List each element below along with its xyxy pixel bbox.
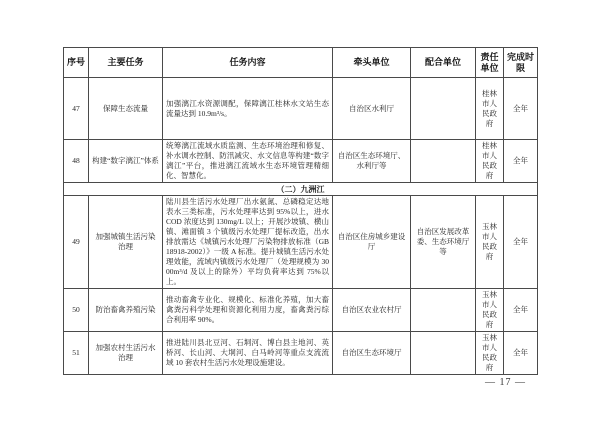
col-header-task-content: 任务内容 xyxy=(163,48,333,78)
col-header-deadline: 完成时限 xyxy=(504,48,538,78)
table-header-row xyxy=(64,48,538,78)
table-row-50 xyxy=(64,289,538,332)
cell-coop-unit xyxy=(411,289,476,332)
cell-serial: 47 xyxy=(64,78,89,140)
cell-main-task: 构建“数字漓江”体系 xyxy=(89,140,163,183)
cell-serial: 49 xyxy=(64,196,89,289)
cell-resp-unit: 玉林市人民政府 xyxy=(476,289,504,332)
cell-deadline: 全年 xyxy=(504,140,538,183)
cell-resp-unit: 玉林市人民政府 xyxy=(476,196,504,289)
cell-main-task: 保障生态流量 xyxy=(89,78,163,140)
col-header-lead-unit: 牵头单位 xyxy=(333,48,411,78)
cell-main-task: 加强城镇生活污染治理 xyxy=(89,196,163,289)
cell-coop-unit xyxy=(411,78,476,140)
table-row-51 xyxy=(64,332,538,375)
cell-lead-unit: 自治区生态环境厅 xyxy=(333,332,411,375)
cell-lead-unit: 自治区生态环境厅、水利厅等 xyxy=(333,140,411,183)
cell-coop-unit xyxy=(411,332,476,375)
col-header-serial: 序号 xyxy=(64,48,89,78)
cell-task-content: 加强漓江水资源调配，保障漓江桂林水文站生态流量达到 10.9m³/s。 xyxy=(163,78,333,140)
cell-serial: 50 xyxy=(64,289,89,332)
cell-lead-unit: 自治区水利厅 xyxy=(333,78,411,140)
cell-task-content: 陆川县生活污水处理厂出水氨氮、总磷稳定达地表水三类标准，污水处理率达到 95%以上，进水 COD 浓度达到 130mg/L 以上；开展沙坡镇、横山镇、滩面镇 3 个镇级污水处理厂提标改造，出水排放需达《城镇污水处理厂污染物排放标准（GB18918-2002）》一级 A 标准。提升城镇生活污水处理效能，流域内镇级污水处理厂（处理规模为 3000m³/d 及以上的除外）平均负荷率达到 75%以上。 xyxy=(163,196,333,289)
cell-coop-unit: 自治区发展改革委、生态环境厅等 xyxy=(411,196,476,289)
cell-lead-unit: 自治区住房城乡建设厅 xyxy=(333,196,411,289)
cell-deadline: 全年 xyxy=(504,332,538,375)
cell-lead-unit: 自治区农业农村厅 xyxy=(333,289,411,332)
cell-resp-unit: 桂林市人民政府 xyxy=(476,78,504,140)
cell-task-content: 推动畜禽专业化、规模化、标准化养殖，加大畜禽粪污科学处理和资源化利用力度，畜禽粪污综合利用率 90%。 xyxy=(163,289,333,332)
cell-deadline: 全年 xyxy=(504,289,538,332)
cell-serial: 51 xyxy=(64,332,89,375)
cell-serial: 48 xyxy=(64,140,89,183)
section-divider-row xyxy=(64,183,538,196)
cell-task-content: 推进陆川县北豆河、石垌河、博白县主地河、英桥河、长山河、大垌河、白马岭河等重点支流流域 10 套农村生活污水处理设施建设。 xyxy=(163,332,333,375)
work-plan-table xyxy=(63,47,538,375)
section-divider-label: （二）九洲江 xyxy=(64,183,538,196)
cell-main-task: 防治畜禽养殖污染 xyxy=(89,289,163,332)
col-header-resp-unit: 责任单位 xyxy=(476,48,504,78)
cell-deadline: 全年 xyxy=(504,78,538,140)
cell-resp-unit: 玉林市人民政府 xyxy=(476,332,504,375)
table-row-47 xyxy=(64,78,538,140)
table-row-48 xyxy=(64,140,538,183)
col-header-coop-unit: 配合单位 xyxy=(411,48,476,78)
page-number: — 17 — xyxy=(485,377,526,388)
table-row-49 xyxy=(64,196,538,289)
cell-deadline: 全年 xyxy=(504,196,538,289)
cell-coop-unit xyxy=(411,140,476,183)
cell-resp-unit: 桂林市人民政府 xyxy=(476,140,504,183)
col-header-main-task: 主要任务 xyxy=(89,48,163,78)
cell-main-task: 加强农村生活污水治理 xyxy=(89,332,163,375)
cell-task-content: 统筹漓江流域水质监测、生态环境治理和修复、补水调水控制、防汛减灾、水文信息等构建“数字漓江”平台，推进漓江流域水生态环境管理精细化、智慧化。 xyxy=(163,140,333,183)
